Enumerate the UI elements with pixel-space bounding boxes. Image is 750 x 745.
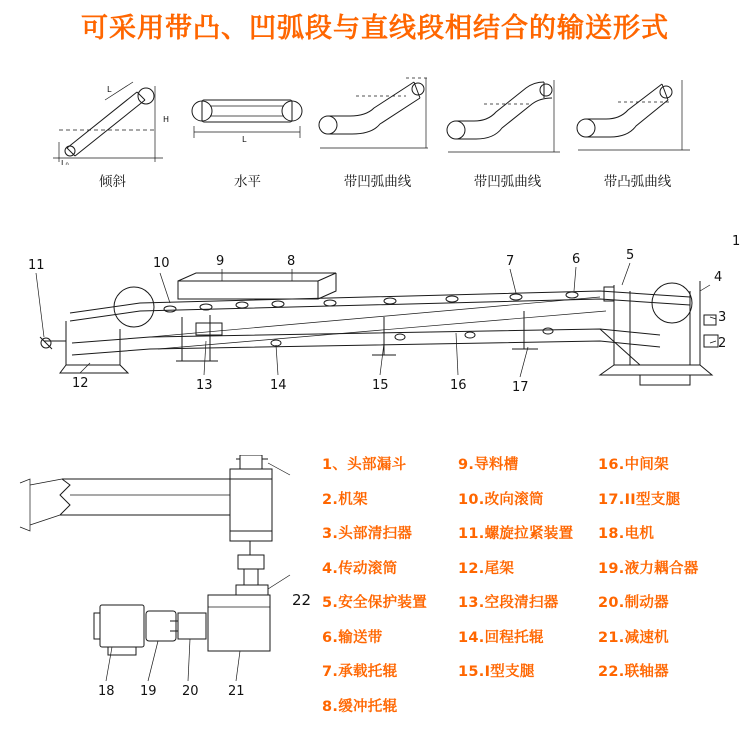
sketch-caption: 带凹弧曲线 (343, 174, 412, 190)
callout-14: 14 (270, 378, 287, 393)
svg-text:L: L (242, 135, 247, 144)
legend-column-1 (322, 448, 472, 724)
callout-3: 3 (718, 310, 727, 325)
callout-18: 18 (98, 684, 115, 699)
legend-item: 19.液力耦合器 (598, 560, 699, 577)
svg-text:L₀: L₀ (61, 159, 69, 165)
legend-item: 4.传动滚筒 (322, 560, 398, 577)
legend-item: 15.I型支腿 (458, 664, 535, 680)
callout-1: 1 (732, 234, 741, 249)
main-conveyor-diagram (0, 225, 750, 405)
callout-2: 2 (718, 336, 727, 351)
sketch-concave-curve-2 (440, 70, 575, 190)
sketch-caption: 水平 (234, 174, 261, 190)
callout-20: 20 (182, 684, 199, 699)
drive-unit-detail-diagram (0, 455, 320, 715)
legend-item: 21.减速机 (598, 629, 669, 646)
legend-item: 11.螺旋拉紧装置 (458, 526, 574, 542)
legend-column-2 (458, 448, 608, 690)
callout-17: 17 (512, 380, 529, 395)
sketch-concave-curve (310, 70, 445, 190)
legend-item: 18.电机 (598, 526, 655, 542)
legend-item: 5.安全保护装置 (322, 595, 427, 611)
sketch-inclined (45, 70, 180, 190)
callout-6: 6 (572, 252, 581, 267)
sketch-convex-curve (570, 70, 705, 190)
callout-4: 4 (714, 270, 723, 285)
callout-22: 22 (292, 591, 312, 609)
callout-13: 13 (196, 378, 213, 393)
callout-19: 19 (140, 684, 157, 699)
callout-16: 16 (450, 378, 467, 393)
legend-item: 2.机架 (322, 491, 368, 508)
legend-item: 8.缓冲托辊 (322, 698, 398, 715)
sketch-caption: 带凹弧曲线 (473, 174, 542, 190)
page-title: 可采用带凸、凹弧段与直线段相结合的输送形式 (81, 13, 669, 44)
legend-item: 20.制动器 (598, 595, 669, 611)
callout-8: 8 (287, 254, 296, 269)
legend-item: 17.II型支腿 (598, 491, 681, 508)
top-sketch-row (0, 70, 750, 200)
callout-9: 9 (216, 254, 225, 269)
callout-21: 21 (228, 684, 245, 699)
callout-10: 10 (153, 256, 170, 271)
legend-item: 6.输送带 (322, 629, 383, 646)
svg-text:L: L (107, 85, 112, 94)
sketch-horizontal (180, 70, 315, 190)
legend-column-3 (598, 448, 748, 690)
callout-5: 5 (626, 248, 635, 263)
sketch-caption: 带凸弧曲线 (603, 174, 672, 190)
legend-item: 22.联轴器 (598, 664, 669, 680)
callout-15: 15 (372, 378, 389, 393)
legend-item: 14.回程托辊 (458, 629, 544, 646)
legend-item: 9.导料槽 (458, 457, 519, 473)
legend (318, 448, 750, 738)
svg-text:H: H (163, 115, 170, 124)
legend-item: 12.尾架 (458, 560, 515, 577)
sketch-caption: 倾斜 (99, 174, 126, 190)
callout-12: 12 (72, 376, 89, 391)
legend-item: 1、头部漏斗 (322, 457, 407, 473)
callout-7: 7 (506, 254, 515, 269)
legend-item: 13.空段清扫器 (458, 595, 559, 611)
legend-item: 3.头部清扫器 (322, 526, 413, 542)
callout-11: 11 (28, 258, 45, 273)
legend-item: 10.改向滚筒 (458, 491, 544, 508)
legend-item: 16.中间架 (598, 457, 669, 473)
legend-item: 7.承载托辊 (322, 664, 398, 680)
